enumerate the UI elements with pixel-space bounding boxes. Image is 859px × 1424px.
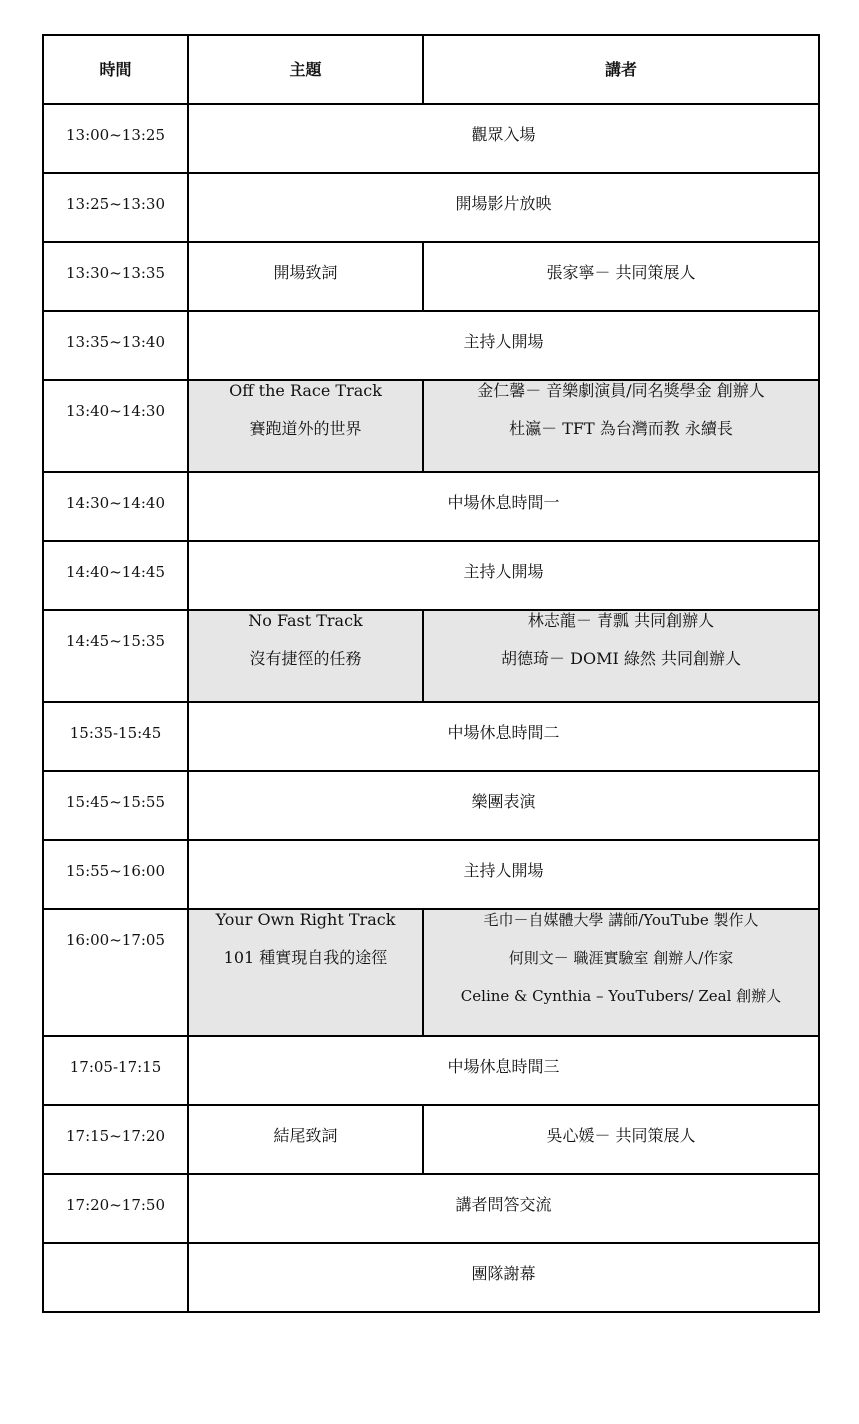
time-cell: 13:35~13:40 [43,311,188,380]
table-row [43,909,819,1036]
time-cell: 13:00~13:25 [43,104,188,173]
topic-line: 沒有捷徑的任務 [249,649,362,668]
table-row [43,380,819,472]
header-speaker: 講者 [423,35,819,104]
speaker-line: 毛巾－自媒體大學 講師/YouTube 製作人 [483,911,759,929]
time-cell: 14:45~15:35 [43,610,188,702]
speaker-line: 胡德琦－ DOMI 綠然 共同創辦人 [501,649,741,668]
merged-cell: 開場影片放映 [188,173,819,242]
table-row [43,1105,819,1174]
speaker-cell [423,909,819,1036]
time-cell: 17:15~17:20 [43,1105,188,1174]
speaker-cell: 張家寧－ 共同策展人 [423,242,819,311]
topic-cell: 開場致詞 [188,242,423,311]
table-row [43,311,819,380]
merged-cell: 中場休息時間三 [188,1036,819,1105]
topic-line: 101 種實現自我的途徑 [223,948,388,967]
table-row [43,702,819,771]
speaker-line: 林志龍－ 青瓢 共同創辦人 [527,611,715,630]
table-row [43,1243,819,1312]
speaker-cell: 吳心媛－ 共同策展人 [423,1105,819,1174]
table-row [43,104,819,173]
time-cell [43,1243,188,1312]
time-cell: 15:45~15:55 [43,771,188,840]
time-cell: 16:00~17:05 [43,909,188,1036]
merged-cell: 中場休息時間一 [188,472,819,541]
merged-cell: 團隊謝幕 [188,1243,819,1312]
schedule-table [42,34,820,1313]
merged-cell: 觀眾入場 [188,104,819,173]
time-cell: 13:40~14:30 [43,380,188,472]
topic-cell [188,380,423,472]
topic-line: No Fast Track [248,611,363,630]
table-row [43,242,819,311]
table-row [43,541,819,610]
merged-cell: 樂團表演 [188,771,819,840]
header-topic: 主題 [188,35,423,104]
table-row [43,771,819,840]
table-row [43,472,819,541]
speaker-line: 何則文－ 職涯實驗室 創辦人/作家 [508,949,734,967]
merged-cell: 主持人開場 [188,541,819,610]
table-row [43,610,819,702]
merged-cell: 主持人開場 [188,840,819,909]
table-row [43,1174,819,1243]
table-row [43,173,819,242]
time-cell: 17:05-17:15 [43,1036,188,1105]
speaker-cell [423,380,819,472]
table-row [43,1036,819,1105]
merged-cell: 中場休息時間二 [188,702,819,771]
topic-line: Your Own Right Track [215,910,396,929]
merged-cell: 主持人開場 [188,311,819,380]
time-cell: 13:25~13:30 [43,173,188,242]
header-row [43,35,819,104]
header-time: 時間 [43,35,188,104]
time-cell: 13:30~13:35 [43,242,188,311]
speaker-cell [423,610,819,702]
speaker-line: 金仁馨－ 音樂劇演員/同名獎學金 創辦人 [477,381,765,400]
topic-cell: 結尾致詞 [188,1105,423,1174]
speaker-line: 杜瀛－ TFT 為台灣而教 永續長 [509,419,733,438]
time-cell: 14:40~14:45 [43,541,188,610]
time-cell: 15:35-15:45 [43,702,188,771]
topic-line: Off the Race Track [229,381,382,400]
time-cell: 17:20~17:50 [43,1174,188,1243]
table-row [43,840,819,909]
speaker-line: Celine & Cynthia – YouTubers/ Zeal 創辦人 [460,987,782,1005]
merged-cell: 講者問答交流 [188,1174,819,1243]
topic-line: 賽跑道外的世界 [249,419,362,438]
time-cell: 14:30~14:40 [43,472,188,541]
topic-cell [188,610,423,702]
time-cell: 15:55~16:00 [43,840,188,909]
topic-cell [188,909,423,1036]
